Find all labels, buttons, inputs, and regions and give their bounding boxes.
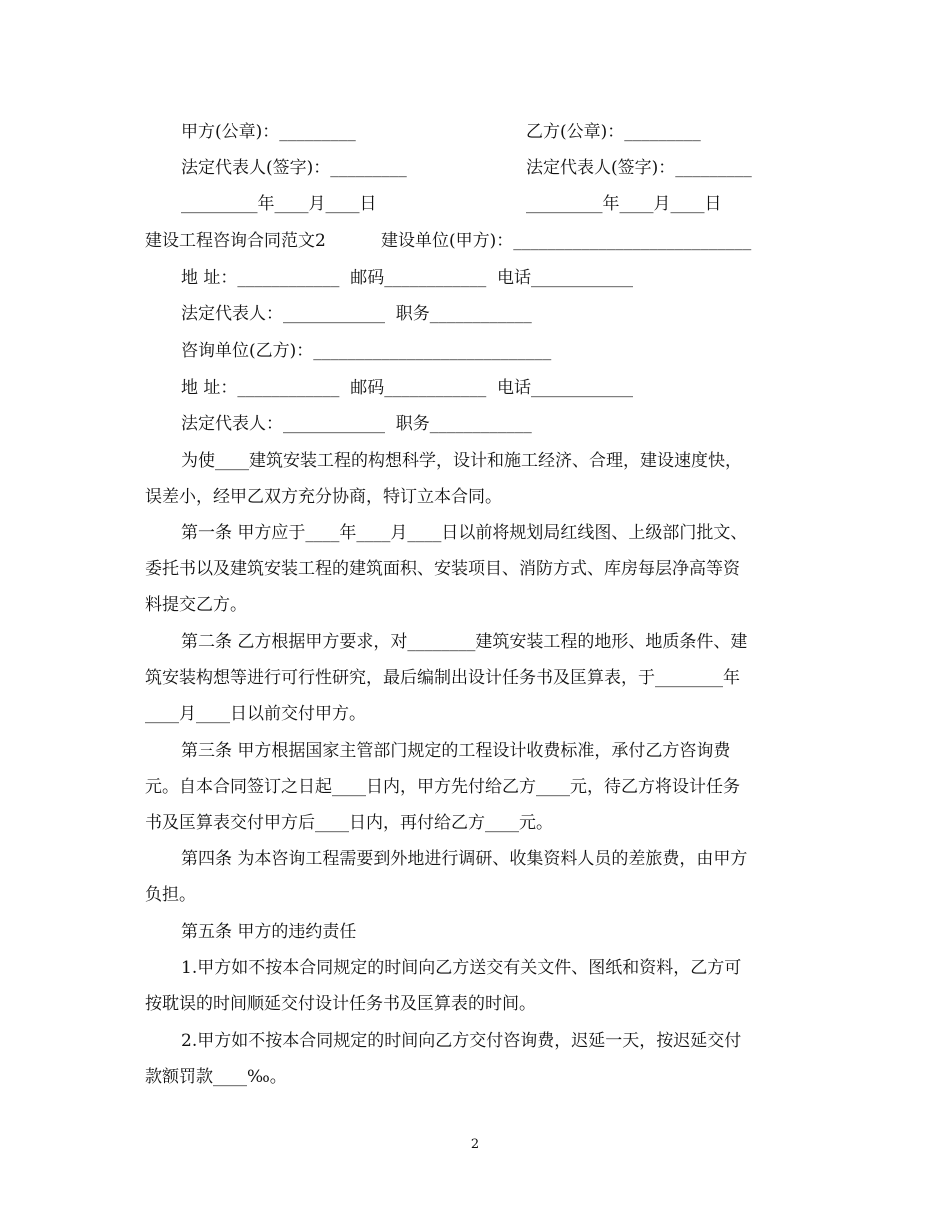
construction-unit-line: 建设单位(甲方)：____________________________ (381, 231, 752, 251)
body-line: 元。自本合同签订之日起____日内，甲方先付给乙方____元，待乙方将设计任务 (145, 777, 740, 797)
body-line: 2.甲方如不按本合同规定的时间向乙方交付咨询费，迟延一天，按迟延交付 (181, 1031, 742, 1051)
document-title: 建设工程咨询合同范文2 (145, 231, 326, 251)
body-line: 款额罚款____‰。 (145, 1067, 287, 1087)
consulting-unit-line: 咨询单位(乙方)：____________________________ (181, 341, 552, 361)
party-b-rep-sign: 法定代表人(签字)：_________ (526, 158, 752, 178)
body-line: 误差小，经甲乙双方充分协商，特订立本合同。 (145, 487, 502, 507)
page-number: 2 (470, 1137, 480, 1152)
body-line: 委托书以及建筑安装工程的建筑面积、安装项目、消防方式、库房每层净高等资 (145, 559, 740, 579)
party-b-seal: 乙方(公章)：_________ (526, 122, 701, 142)
body-line: 为使____建筑安装工程的构想科学，设计和施工经济、合理，建设速度快， (181, 451, 742, 471)
body-line: 第三条 甲方根据国家主管部门规定的工程设计收费标准，承付乙方咨询费 (181, 741, 731, 761)
party-a-rep-sign: 法定代表人(签字)：_________ (181, 158, 407, 178)
body-line: 按耽误的时间顺延交付设计任务书及匡算表的时间。 (145, 994, 536, 1014)
party-a-seal: 甲方(公章)：_________ (181, 122, 356, 142)
body-line: ____月____日以前交付甲方。 (145, 704, 366, 724)
body-line: 筑安装构想等进行可行性研究，最后编制出设计任务书及匡算表，于________年 (145, 668, 740, 688)
body-line: 书及匡算表交付甲方后____日内，再付给乙方____元。 (145, 813, 553, 833)
body-line: 料提交乙方。 (145, 595, 247, 615)
section-heading: 第五条 甲方的违约责任 (181, 922, 357, 942)
party-b-rep-line: 法定代表人：____________ 职务____________ (181, 414, 532, 434)
party-a-address-line: 地 址：____________ 邮码____________ 电话____________ (181, 268, 634, 288)
party-a-date: _________年____月____日 (181, 194, 377, 214)
body-line: 第二条 乙方根据甲方要求，对________建筑安装工程的地形、地质条件、建 (181, 632, 748, 652)
body-line: 1.甲方如不按本合同规定的时间向乙方送交有关文件、图纸和资料，乙方可 (181, 958, 742, 978)
body-line: 第四条 为本咨询工程需要到外地进行调研、收集资料人员的差旅费，由甲方 (181, 849, 748, 869)
party-b-date: _________年____月____日 (526, 194, 722, 214)
body-line: 负担。 (145, 885, 196, 905)
party-a-rep-line: 法定代表人：____________ 职务____________ (181, 304, 532, 324)
body-line: 第一条 甲方应于____年____月____日以前将规划局红线图、上级部门批文、 (181, 523, 748, 543)
party-b-address-line: 地 址：____________ 邮码____________ 电话____________ (181, 378, 634, 398)
